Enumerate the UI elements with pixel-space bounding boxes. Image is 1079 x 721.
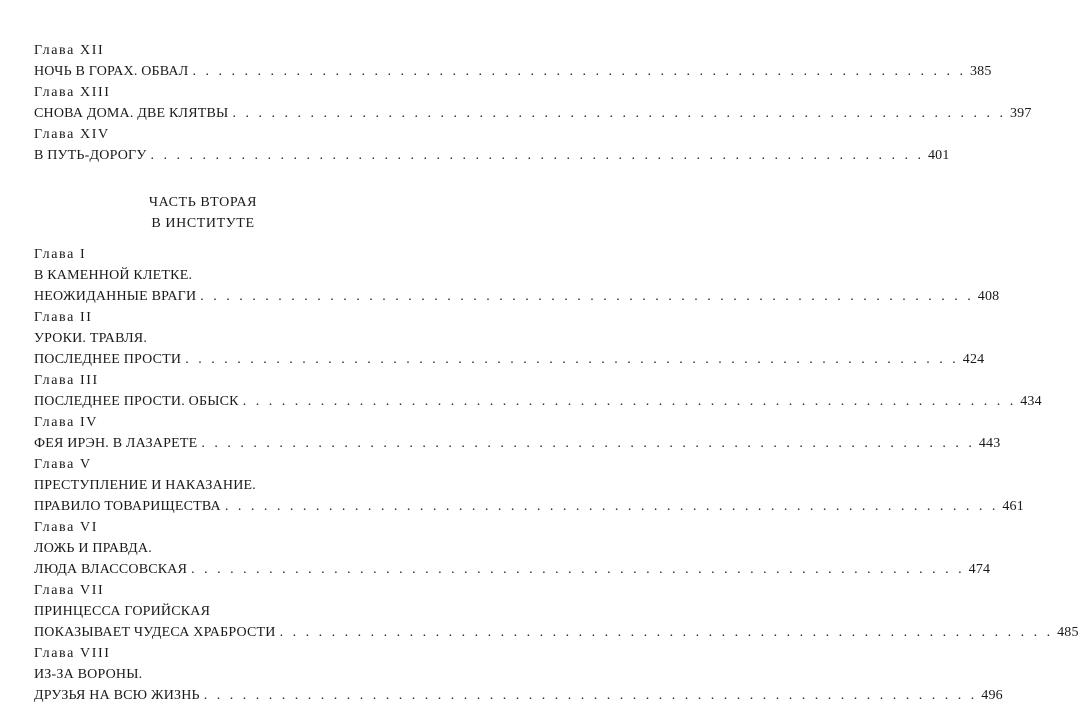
chapter-label: Глава IV <box>34 415 98 430</box>
chapter-title-text: ДРУЗЬЯ НА ВСЮ ЖИЗНЬ <box>34 688 200 703</box>
chapter-title-line <box>34 433 1001 454</box>
page-number: 424 <box>962 352 985 367</box>
chapter-title-text: ПРЕСТУПЛЕНИЕ И НАКАЗАНИЕ. <box>34 478 257 493</box>
chapter-label: Глава III <box>34 373 99 388</box>
dot-leader: . . . . . . . . . . . . . . . . . . . . . . . . . . . . . . . . . . . . . . . . . . . . . . . . . . . . . . . . . . . . <box>201 436 975 451</box>
chapter-label: Глава V <box>34 457 92 472</box>
chapter-title-text: В КАМЕННОЙ КЛЕТКЕ. <box>34 268 193 283</box>
chapter-label: Глава XII <box>34 43 105 58</box>
toc-entry <box>34 124 950 166</box>
chapter-title-text: ФЕЯ ИРЭН. В ЛАЗАРЕТЕ <box>34 436 198 451</box>
dot-leader: . . . . . . . . . . . . . . . . . . . . . . . . . . . . . . . . . . . . . . . . . . . . . . . . . . . . . . . . . . . . <box>242 394 1017 409</box>
chapter-title-line <box>34 61 992 82</box>
page-number: 496 <box>981 688 1003 703</box>
dot-leader: . . . . . . . . . . . . . . . . . . . . . . . . . . . . . . . . . . . . . . . . . . . . . . . . . . . . . . . . . . . . <box>232 106 1006 121</box>
dot-leader: . . . . . . . . . . . . . . . . . . . . . . . . . . . . . . . . . . . . . . . . . . . . . . . . . . . . . . . . . . . . <box>203 688 978 703</box>
toc-entry <box>34 580 1079 643</box>
toc-entry <box>34 307 985 370</box>
chapter-title-line <box>34 145 950 166</box>
part-title: ЧАСТЬ ВТОРАЯ <box>148 195 258 210</box>
dot-leader: . . . . . . . . . . . . . . . . . . . . . . . . . . . . . . . . . . . . . . . . . . . . . . . . . . . . . . . . . . . . <box>150 148 924 163</box>
chapter-title-text: ПОКАЗЫВАЕТ ЧУДЕСА ХРАБРОСТИ <box>34 625 276 640</box>
toc-entry <box>34 40 992 82</box>
table-of-contents <box>34 40 1079 706</box>
chapter-title-text: УРОКИ. ТРАВЛЯ. <box>34 331 148 346</box>
page-number: 408 <box>977 289 1000 304</box>
dot-leader: . . . . . . . . . . . . . . . . . . . . . . . . . . . . . . . . . . . . . . . . . . . . . . . . . . . . . . . . . . . . <box>279 625 1054 640</box>
chapter-title-text: ИЗ-ЗА ВОРОНЫ. <box>34 667 143 682</box>
dot-leader: . . . . . . . . . . . . . . . . . . . . . . . . . . . . . . . . . . . . . . . . . . . . . . . . . . . . . . . . . . . . <box>185 352 959 367</box>
toc-entry <box>34 643 1003 706</box>
chapter-title-line <box>34 391 1042 412</box>
page-number: 485 <box>1057 625 1079 640</box>
chapter-title-text: НОЧЬ В ГОРАХ. ОБВАЛ <box>34 64 189 79</box>
page-number: 474 <box>968 562 991 577</box>
chapter-label: Глава XIII <box>34 85 111 100</box>
page-number: 401 <box>927 148 950 163</box>
chapter-title-text: ЛОЖЬ И ПРАВДА. <box>34 541 152 556</box>
chapter-label: Глава VIII <box>34 646 111 661</box>
chapter-title-text: В ПУТЬ-ДОРОГУ <box>34 148 147 163</box>
chapter-title-text: ПОСЛЕДНЕЕ ПРОСТИ <box>34 352 182 367</box>
chapter-title-text: ЛЮДА ВЛАССОВСКАЯ <box>34 562 188 577</box>
chapter-title-line <box>34 349 985 370</box>
toc-list-top <box>34 40 1032 166</box>
chapter-label: Глава VII <box>34 583 105 598</box>
page-number: 434 <box>1020 394 1042 409</box>
toc-entry <box>34 517 991 580</box>
dot-leader: . . . . . . . . . . . . . . . . . . . . . . . . . . . . . . . . . . . . . . . . . . . . . . . . . . . . . . . . . . . . <box>192 64 966 79</box>
chapter-title-line <box>34 103 1032 124</box>
chapter-title-text: ПРАВИЛО ТОВАРИЩЕСТВА <box>34 499 221 514</box>
chapter-label: Глава VI <box>34 520 98 535</box>
chapter-title-text: НЕОЖИДАННЫЕ ВРАГИ <box>34 289 197 304</box>
chapter-label: Глава XIV <box>34 127 110 142</box>
dot-leader: . . . . . . . . . . . . . . . . . . . . . . . . . . . . . . . . . . . . . . . . . . . . . . . . . . . . . . . . . . . . <box>191 562 965 577</box>
chapter-title-line <box>34 622 1079 643</box>
chapter-title-text: ПОСЛЕДНЕЕ ПРОСТИ. ОБЫСК <box>34 394 239 409</box>
part-heading <box>34 192 372 234</box>
page-number: 443 <box>978 436 1001 451</box>
toc-list-bottom <box>34 244 1079 706</box>
toc-entry <box>34 370 1042 412</box>
toc-entry <box>34 244 1000 307</box>
toc-entry <box>34 82 1032 124</box>
chapter-title-text: ПРИНЦЕССА ГОРИЙСКАЯ <box>34 604 211 619</box>
chapter-title-line <box>34 685 1003 706</box>
page-number: 385 <box>969 64 992 79</box>
chapter-title-line <box>34 559 991 580</box>
chapter-label: Глава II <box>34 310 93 325</box>
toc-entry <box>34 454 1024 517</box>
chapter-title-text: СНОВА ДОМА. ДВЕ КЛЯТВЫ <box>34 106 229 121</box>
chapter-title-line <box>34 496 1024 517</box>
dot-leader: . . . . . . . . . . . . . . . . . . . . . . . . . . . . . . . . . . . . . . . . . . . . . . . . . . . . . . . . . . . . <box>200 289 974 304</box>
page-number: 397 <box>1009 106 1032 121</box>
toc-entry <box>34 412 1001 454</box>
chapter-label: Глава I <box>34 247 87 262</box>
page-number: 461 <box>1002 499 1024 514</box>
part-subtitle: В ИНСТИТУТЕ <box>151 216 255 231</box>
dot-leader: . . . . . . . . . . . . . . . . . . . . . . . . . . . . . . . . . . . . . . . . . . . . . . . . . . . . . . . . . . . . <box>224 499 999 514</box>
chapter-title-line <box>34 286 1000 307</box>
